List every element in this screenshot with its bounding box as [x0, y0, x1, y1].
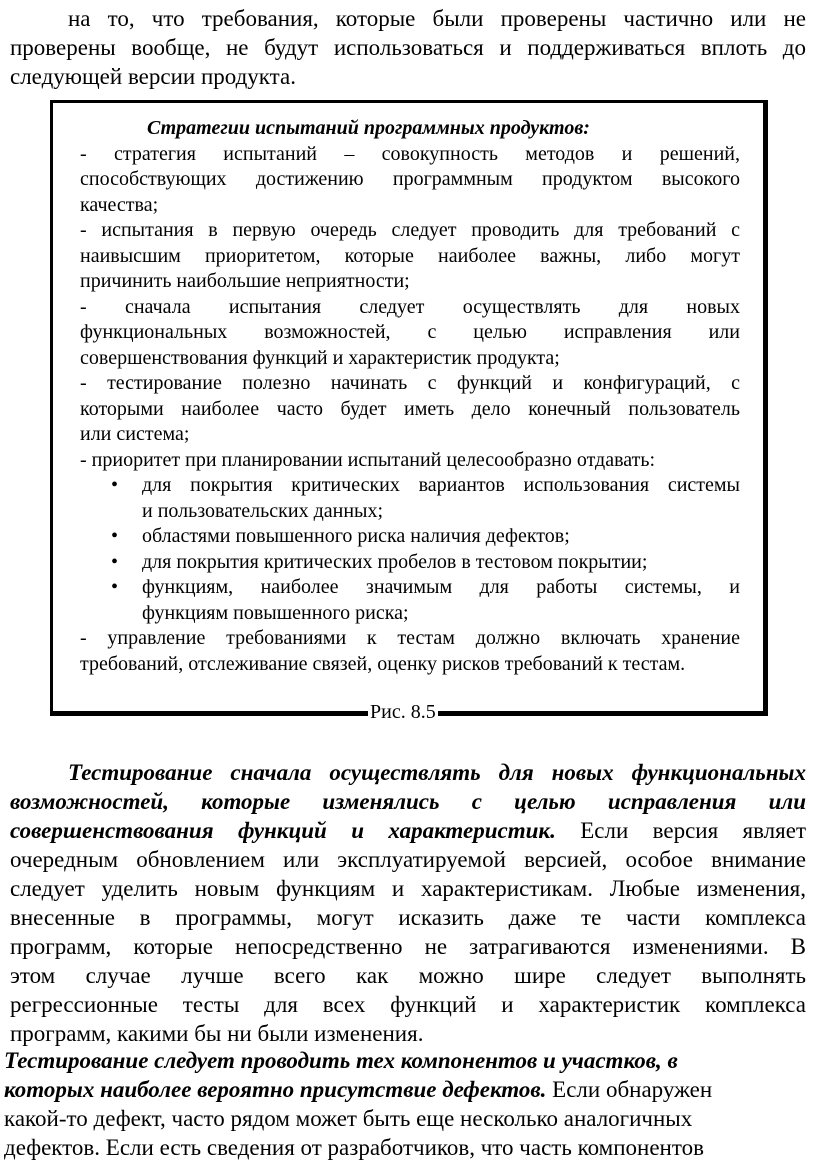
p2-line-5: следует уделить новым функциям и характеристикам. Любые изменения, [10, 876, 806, 901]
strategy-item-3-line-2: функциональных возможностей, с целью исправления или [80, 321, 740, 343]
p2-line-6: внесенные в программы, могут исказить даже те части комплекса [10, 905, 806, 930]
priority-item-1-line-1: • для покрытия критических вариантов использования системы [142, 474, 740, 496]
p3-line-2 [4, 1075, 779, 1104]
strategy-item-1-line-1: - стратегия испытаний – совокупность методов и решений, [80, 142, 740, 165]
priority-item-3 [109, 550, 740, 576]
p3-bold-tail: которых наиболее вероятно присутствие дефектов. [4, 1077, 547, 1102]
priority-list [109, 473, 740, 626]
strategy-item-1-line-3: качества; [80, 193, 159, 216]
priority-item-2 [109, 524, 740, 550]
strategy-item-4-line-1: - тестирование полезно начинать с функций и конфигураций, с [80, 372, 740, 394]
strategy-item-3-line-1: - сначала испытания следует осуществлять для новых [80, 295, 740, 318]
intro-line-1: на то, что требования, которые были проверены частично или не [68, 6, 806, 31]
figure-content [80, 116, 740, 677]
p2-bold-tail: совершенствования функций и характеристик. [10, 818, 556, 843]
paragraph-new-features [10, 758, 806, 1048]
strategy-item-6-line-1: - управление требованиями к тестам должно включать хранение [80, 627, 740, 649]
p2-line-10: программ, какими бы ни были изменения. [10, 1021, 424, 1046]
strategy-item-5: - приоритет при планировании испытаний целесообразно отдавать: [80, 448, 656, 471]
strategy-item-2-line-1: - испытания в первую очередь следует проводить для требований с [80, 219, 740, 241]
intro-paragraph [10, 4, 806, 91]
intro-line-2: проверены вообще, не будут использоваться и поддерживаться вплоть до [10, 35, 806, 60]
priority-item-4-line-1: • функциям, наиболее значимым для работы системы, и [142, 576, 740, 598]
priority-item-1 [109, 473, 740, 524]
p3-line-3: какой-то дефект, часто рядом может быть еще несколько аналогичных [4, 1106, 693, 1131]
p2-line-4: очередным обновлением или эксплуатируемой версией, особое внимание [10, 847, 806, 872]
strategy-item-2-line-2: наивысшим приоритетом, которые наиболее важны, либо могут [80, 244, 740, 267]
priority-item-2-text: • областями повышенного риска наличия дефектов; [142, 525, 570, 547]
strategy-item-6 [80, 626, 740, 677]
strategy-item-3 [80, 295, 740, 372]
p2-line-3 [10, 816, 806, 845]
p2-line-7: программ, которые непосредственно не затрагиваются изменениями. В [10, 934, 806, 959]
p3-line-4: дефектов. Если есть сведения от разработчиков, что часть компонентов [4, 1135, 704, 1160]
strategy-item-3-line-3: совершенствования функций и характеристик продукта; [80, 346, 560, 369]
p3-bold-line-1: Тестирование следует проводить тех компонентов и участков, в [4, 1048, 678, 1073]
strategy-item-2-line-3: причинить наибольшие неприятности; [80, 270, 410, 292]
intro-line-3: следующей версии продукта. [10, 64, 296, 89]
p2-rest-first: Если версия являет [555, 818, 806, 843]
strategy-item-2 [80, 218, 740, 295]
priority-item-3-text: • для покрытия критических пробелов в тестовом покрытии; [142, 550, 648, 573]
paragraph-defect-areas [4, 1046, 779, 1162]
strategy-item-1 [80, 142, 740, 219]
strategy-item-4-line-3: или система; [80, 423, 190, 445]
p2-bold-line-1: Тестирование сначала осуществлять для новых функциональных [68, 760, 806, 785]
p2-line-8: этом случае лучше всего как можно шире следует выполнять [10, 963, 806, 988]
priority-item-4-line-2: функциям повышенного риска; [142, 601, 409, 624]
strategy-item-6-line-2: требований, отслеживание связей, оценку рисков требований к тестам. [80, 652, 686, 675]
figure-title: Стратегии испытаний программных продуктов: [147, 117, 590, 139]
strategy-item-1-line-2: способствующих достижению программным продуктом высокого [80, 168, 740, 190]
priority-item-1-line-2: и пользовательских данных; [142, 499, 384, 522]
p3-rest-first: Если обнаружен [546, 1077, 713, 1102]
p2-bold-line-2: возможностей, которые изменялись с целью исправления или [10, 789, 806, 814]
figure-caption: Рис. 8.5 [370, 701, 436, 723]
strategy-item-4 [80, 371, 740, 448]
figure-frame [50, 100, 768, 716]
priority-item-4 [109, 575, 740, 626]
strategy-item-4-line-2: которыми наиболее часто будет иметь дело конечный пользователь [80, 397, 740, 420]
p2-line-9: регрессионные тесты для всех функций и характеристик комплекса [10, 992, 806, 1017]
